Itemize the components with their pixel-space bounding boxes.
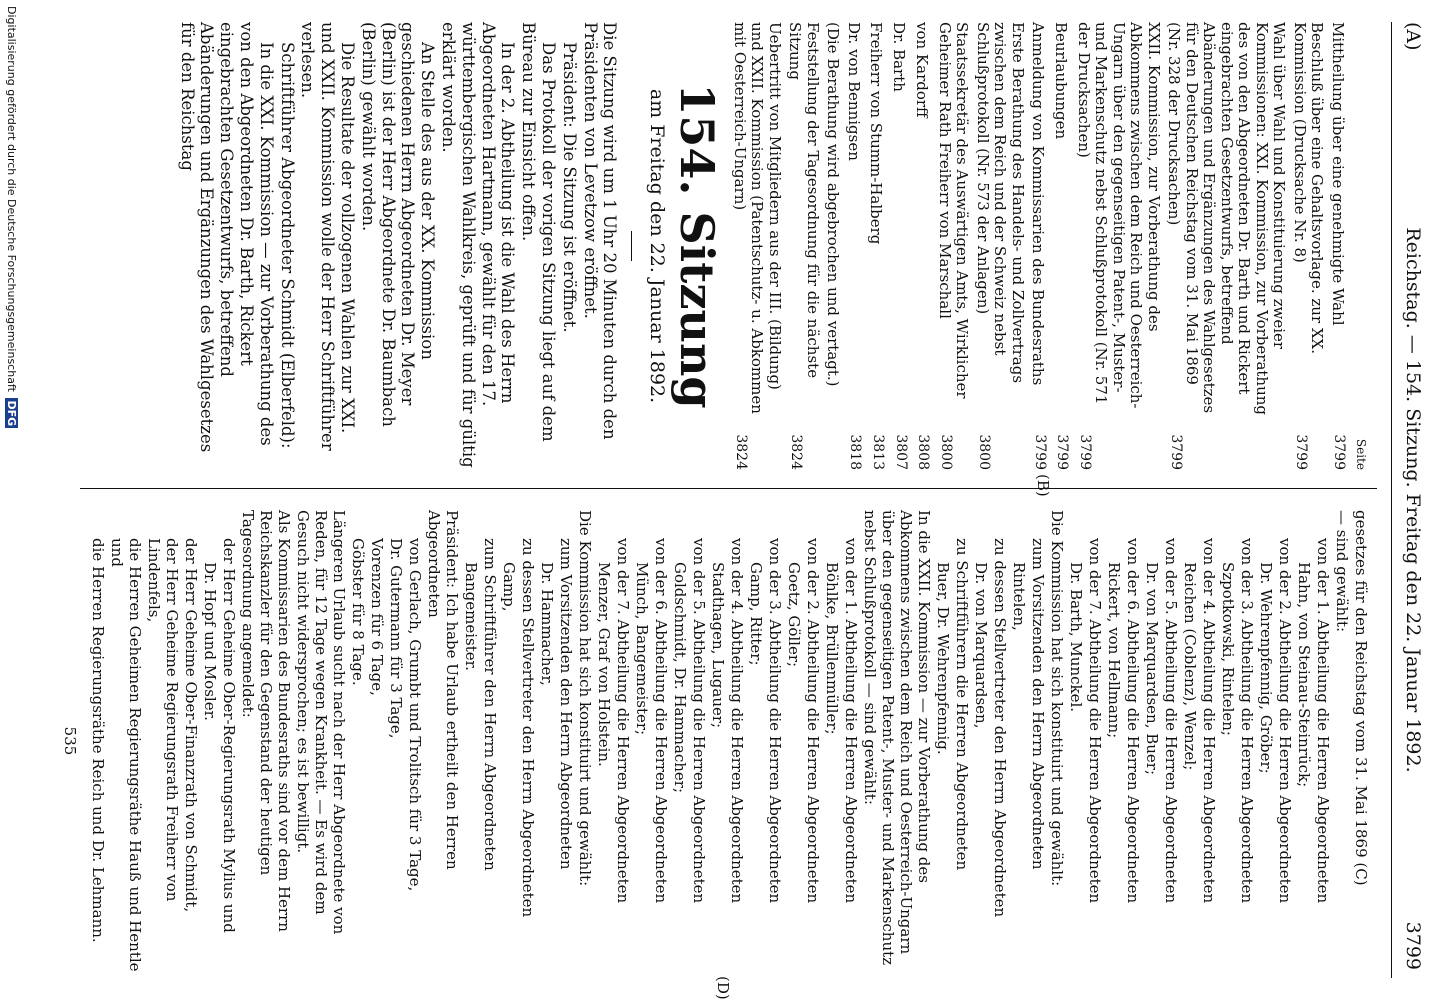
session-subtitle: am Freitag den 22. Januar 1892. bbox=[646, 88, 669, 404]
toc-entry-text: XXII. Kommission, zur Vorberathung des Abkommens zwischen dem Reich und Oesterreich-Ungarn über den gegenseitigen Patent-, Muster- und Markenschutz nebst Schlußprotokoll (Nr. 571 der Drucksachen) bbox=[1074, 22, 1163, 409]
text-line: Die Kommission hat sich konstituirt und gewählt: bbox=[1048, 510, 1066, 887]
text-line: Szpotkowski, Rintelen; bbox=[1219, 562, 1237, 736]
text-line: die Herren Regierungsräthe Reich und Dr. Lehmann. bbox=[89, 538, 107, 943]
text-line: von der 5. Abtheilung die Herren Abgeordneten bbox=[1162, 538, 1180, 904]
paragraph: Das Protokoll der vorigen Sitzung liegt auf dem Büreau zur Einsicht offen. bbox=[519, 22, 558, 442]
toc-entry-page: 3807 bbox=[892, 434, 909, 470]
text-line: Als Kommissarien des Bundesraths sind vor dem Herrn Reichskanzler für den Gegenstand der heutigen Tagesordnung angemeldet: bbox=[239, 510, 293, 932]
paragraph: Präsident: Die Sitzung ist eröffnet. bbox=[559, 42, 579, 333]
toc-seite-label: Seite bbox=[1354, 438, 1368, 470]
text-line: von der 6. Abtheilung die Herren Abgeordneten bbox=[1124, 538, 1142, 904]
toc-row bbox=[973, 22, 1026, 470]
toc-entry-page: 3824 bbox=[788, 434, 805, 470]
separator bbox=[631, 231, 632, 261]
text-line: Bangemeister. bbox=[462, 562, 480, 671]
toc-row bbox=[1029, 22, 1049, 470]
text-line: Rintelen, bbox=[1010, 562, 1028, 631]
toc-row bbox=[867, 22, 887, 470]
text-line: Dr. Barth, Munckel. bbox=[1067, 562, 1085, 713]
text-line: Präsident: Ich habe Urlaub ertheilt den Herren Abgeordneten bbox=[425, 510, 461, 870]
toc-entry-text: von Kardorff bbox=[913, 22, 932, 118]
text-line: Münch, Bangemeister; bbox=[633, 562, 651, 736]
table-of-contents bbox=[730, 22, 1348, 470]
toc-entry-text: Staatssekretär des Auswärtigen Amts, Wirklicher Geheimer Rath Freiherr von Marschall bbox=[935, 22, 972, 399]
text-line: gesetzes für den Reichstag vom 31. Mai 1869 (C) bbox=[1352, 510, 1370, 886]
toc-entry-page: 3799 bbox=[1331, 434, 1348, 470]
text-line: von Gerlach, Grumbt und Trolitsch für 3 Tage, bbox=[406, 538, 424, 892]
text-line: zum Vorsitzenden den Herrn Abgeordneten bbox=[1029, 538, 1047, 870]
right-lines bbox=[89, 510, 1370, 972]
toc-entry-text: Mittheilung über eine genehmigte Wahl bbox=[1328, 22, 1347, 326]
paragraph: In der 2. Abtheilung ist die Wahl des Herrn Abgeordneten Hartmann, gewählt für den 17. württembergischen Wahlkreis, geprüft und für gültig erklärt worden. bbox=[438, 22, 518, 468]
toc-row bbox=[1328, 22, 1348, 470]
toc-entry-text: Freiherr von Stumm-Halberg bbox=[867, 22, 886, 245]
paragraph: Schriftführer Abgeordneter Schmidt (Elberfeld): bbox=[277, 42, 297, 449]
text-line: von der 2. Abtheilung die Herren Abgeordneten bbox=[804, 538, 822, 904]
toc-entry-page: 3799 bbox=[1167, 434, 1184, 470]
text-line: Menzer, Graf von Holstein. bbox=[595, 562, 613, 767]
session-title: 154. Sitzung bbox=[670, 83, 725, 409]
text-line: zu dessen Stellvertreter den Herrn Abgeordneten bbox=[991, 538, 1009, 918]
toc-row bbox=[913, 22, 933, 470]
text-line: Gamp, Ritter; bbox=[747, 562, 765, 666]
page-number: 3799 bbox=[1402, 921, 1424, 970]
toc-entry-page: 3824 bbox=[732, 434, 749, 470]
toc-row bbox=[1052, 22, 1072, 470]
toc-entry-text: Wahl über Wahl und Konstituierung zweier Kommissionen: XXI. Kommission, zur Vorberathung des von den Abgeordneten Dr. Barth und Rickert eingebrachten Gesetzentwurfs, betreffend Abänderungen und Ergänzungen des Wahlgesetzes für den Deutschen Reichstag vom 31. Mai 1869 (Nr. 328 der Drucksachen) bbox=[1165, 22, 1289, 416]
text-line: die Herren Geheimen Regierungsräthe Hauß und Hentle und bbox=[108, 538, 144, 972]
text-line: Dr. von Marquardsen, bbox=[972, 562, 990, 729]
toc-entry-page: 3799 bbox=[1031, 434, 1048, 470]
text-line: Dr. von Marquardsen, Buer; bbox=[1143, 562, 1161, 776]
dfg-logo: DFG bbox=[5, 400, 18, 427]
toc-row bbox=[1165, 22, 1288, 470]
toc-entry-page: 3808 bbox=[915, 434, 932, 470]
toc-row bbox=[890, 22, 910, 470]
credit-text: Digitalisierung gefördert durch die Deutsche Forschungsgemeinschaft bbox=[5, 6, 18, 392]
margin-marker-d: (D) bbox=[714, 976, 732, 1000]
toc-entry-text: Dr. von Bennigsen bbox=[844, 22, 863, 161]
toc-row bbox=[786, 22, 821, 470]
text-line: Dr. Gutermann für 3 Tage, bbox=[387, 538, 405, 739]
toc-row bbox=[824, 22, 842, 470]
text-line: von der 4. Abtheilung die Herren Abgeordneten bbox=[1200, 538, 1218, 904]
text-line: von der 2. Abtheilung die Herren Abgeordneten bbox=[1276, 538, 1294, 904]
text-line: zu Schriftführern die Herren Abgeordneten bbox=[953, 538, 971, 871]
paragraph: Die Resultate der vollzogenen Wahlen zur XXI. und XXII. Kommission wolle der Herr Schriftführer verlesen. bbox=[298, 22, 357, 451]
toc-entry-text: Uebertritt von Mitgliedern aus der III. (Bildung) und XXII. Kommission (Patentschutz- u. Abkommen mit Oesterreich-Ungarn) bbox=[730, 22, 784, 414]
text-line: von der 3. Abtheilung die Herren Abgeordneten bbox=[766, 538, 784, 904]
toc-entry-page: 3813 bbox=[869, 434, 886, 470]
column-divider bbox=[80, 488, 1377, 489]
toc-entry-text: Dr. Barth bbox=[890, 22, 909, 92]
text-line: Stadthagen, Lugauer; bbox=[709, 562, 727, 729]
text-line: Goetz, Göller; bbox=[785, 562, 803, 668]
digitization-credit bbox=[5, 6, 18, 428]
text-line: Vorenzen für 6 Tage, bbox=[368, 538, 386, 696]
toc-row bbox=[730, 22, 783, 470]
toc-entry-text: Erste Berathung des Handels- und Zollvertrags zwischen dem Reich und der Schweiz nebst Schlußprotokoll (Nr. 573 der Anlagen) bbox=[973, 22, 1027, 384]
text-line: Böhlke, Brüllenmüller; bbox=[823, 562, 841, 735]
toc-entry-page: 3818 bbox=[846, 434, 863, 470]
toc-entry-text: Anmeldung von Kommissarien des Bundesraths bbox=[1029, 22, 1048, 386]
margin-marker-b: (B) bbox=[1034, 474, 1052, 497]
toc-row bbox=[935, 22, 970, 470]
paragraph: Die Sitzung wird um 1 Uhr 20 Minuten durch den Präsidenten von Levetzow eröffnet. bbox=[580, 22, 620, 440]
header-rule bbox=[1391, 22, 1392, 978]
text-line: von der 6. Abtheilung die Herren Abgeordneten bbox=[652, 538, 670, 904]
toc-entry-page: 3800 bbox=[938, 434, 955, 470]
text-line: Gamp, bbox=[500, 562, 518, 612]
running-title: Reichstag. — 154. Sitzung. Freitag den 22. Januar 1892. bbox=[1402, 227, 1424, 773]
text-line: von der 3. Abtheilung die Herren Abgeordneten bbox=[1238, 538, 1256, 904]
text-line: Die Kommission hat sich konstituirt und gewählt: bbox=[576, 510, 594, 887]
text-line: der Herr Geheime Regierungsrath Freiherr von Lindenfels, bbox=[145, 538, 181, 902]
paragraph: In die XXI. Kommission — zur Vorberathung des von den Abgeordneten Dr. Barth, Rickert eingebrachten Gesetzentwurfs, betreffend Abänderungen und Ergänzungen des Wahlgesetzes für den Reichstag bbox=[177, 22, 276, 453]
text-line: Rickert, von Hellmann; bbox=[1105, 562, 1123, 739]
text-line: Göbster für 8 Tage. bbox=[349, 538, 367, 686]
left-marker: (A) bbox=[1402, 22, 1424, 51]
toc-entry-text: Beurlaubungen bbox=[1052, 22, 1071, 140]
toc-entry-page: 3799 bbox=[1054, 434, 1071, 470]
text-line: Buer, Dr. Wehrenpfennig. bbox=[934, 562, 952, 755]
toc-entry-page: 3800 bbox=[976, 434, 993, 470]
toc-row bbox=[1074, 22, 1162, 470]
toc-entry-page: 3799 bbox=[1293, 434, 1310, 470]
text-line: In die XXII. Kommission — zur Vorberathung des Abkommens zwischen dem Reich und Oesterreich-Ungarn über den gegenseitigen Patent-, Muster- und Markenschutz nebst Schlußprotokoll — sind gewählt: bbox=[861, 510, 933, 966]
text-line: zum Schriftführer den Herrn Abgeordneten bbox=[481, 538, 499, 871]
toc-entry-text: (Die Berathung wird abgebrochen und vertagt.) bbox=[824, 22, 843, 387]
text-line: zum Vorsitzenden den Herrn Abgeordneten bbox=[557, 538, 575, 870]
text-line: von der 7. Abtheilung die Herren Abgeordneten bbox=[614, 538, 632, 904]
toc-row bbox=[1290, 22, 1325, 470]
text-line: Goldschmidt, Dr. Hammacher; bbox=[671, 562, 689, 794]
text-line: Dr. Wehrenpfennig, Gröber; bbox=[1257, 562, 1275, 774]
text-line: der Herr Geheime Ober-Finanzrath von Schmidt, bbox=[182, 538, 200, 913]
text-line: Dr. Hopf und Mosler. bbox=[201, 562, 219, 721]
text-line: Reichen (Coblenz), Wenzel; bbox=[1181, 562, 1199, 771]
text-line: von der 1. Abtheilung die Herren Abgeordneten bbox=[842, 538, 860, 904]
toc-row bbox=[844, 22, 864, 470]
toc-entry-text: Feststellung der Tagesordnung für die nächste Sitzung bbox=[786, 22, 822, 379]
text-line: zu dessen Stellvertreter den Herrn Abgeordneten bbox=[519, 538, 537, 918]
text-line: von der 5. Abtheilung die Herren Abgeordneten bbox=[690, 538, 708, 904]
text-line: Hahn, von Steinau-Steinrück; bbox=[1295, 562, 1313, 788]
text-line: von der 4. Abtheilung die Herren Abgeordneten bbox=[728, 538, 746, 904]
text-line: von der 1. Abtheilung die Herren Abgeordneten bbox=[1314, 538, 1332, 904]
text-line: der Herr Geheime Ober-Regierungsrath Mylius und bbox=[220, 538, 238, 933]
text-line: — sind gewählt: bbox=[1333, 510, 1351, 633]
right-column bbox=[61, 510, 1370, 972]
text-line: Dr. Hammacher, bbox=[538, 562, 556, 686]
text-line: von der 7. Abtheilung die Herren Abgeordneten bbox=[1086, 538, 1104, 904]
toc-entry-text: Beschluß über eine Gehaltsvorlage. zur XX. Kommission (Drucksache Nr. 8) bbox=[1290, 22, 1327, 355]
toc-entry-page: 3799 bbox=[1077, 434, 1094, 470]
text-line: Längeren Urlaub sucht nach der Herr Abgeordnete von Reden, für 12 Tage wegen Krankheit. — Es wird dem Gesuch nicht widersprochen; es ist bewilligt. bbox=[294, 510, 348, 935]
footer-number: 535 bbox=[61, 726, 79, 756]
paragraph: An Stelle des aus der XX. Kommission geschiedenen Herrn Abgeordneten Dr. Meyer (Berlin) ist der Herr Abgeordnete Dr. Baumbach (Berlin) gewählt worden. bbox=[358, 22, 438, 427]
left-paragraphs bbox=[177, 22, 620, 470]
left-column bbox=[176, 22, 1370, 470]
